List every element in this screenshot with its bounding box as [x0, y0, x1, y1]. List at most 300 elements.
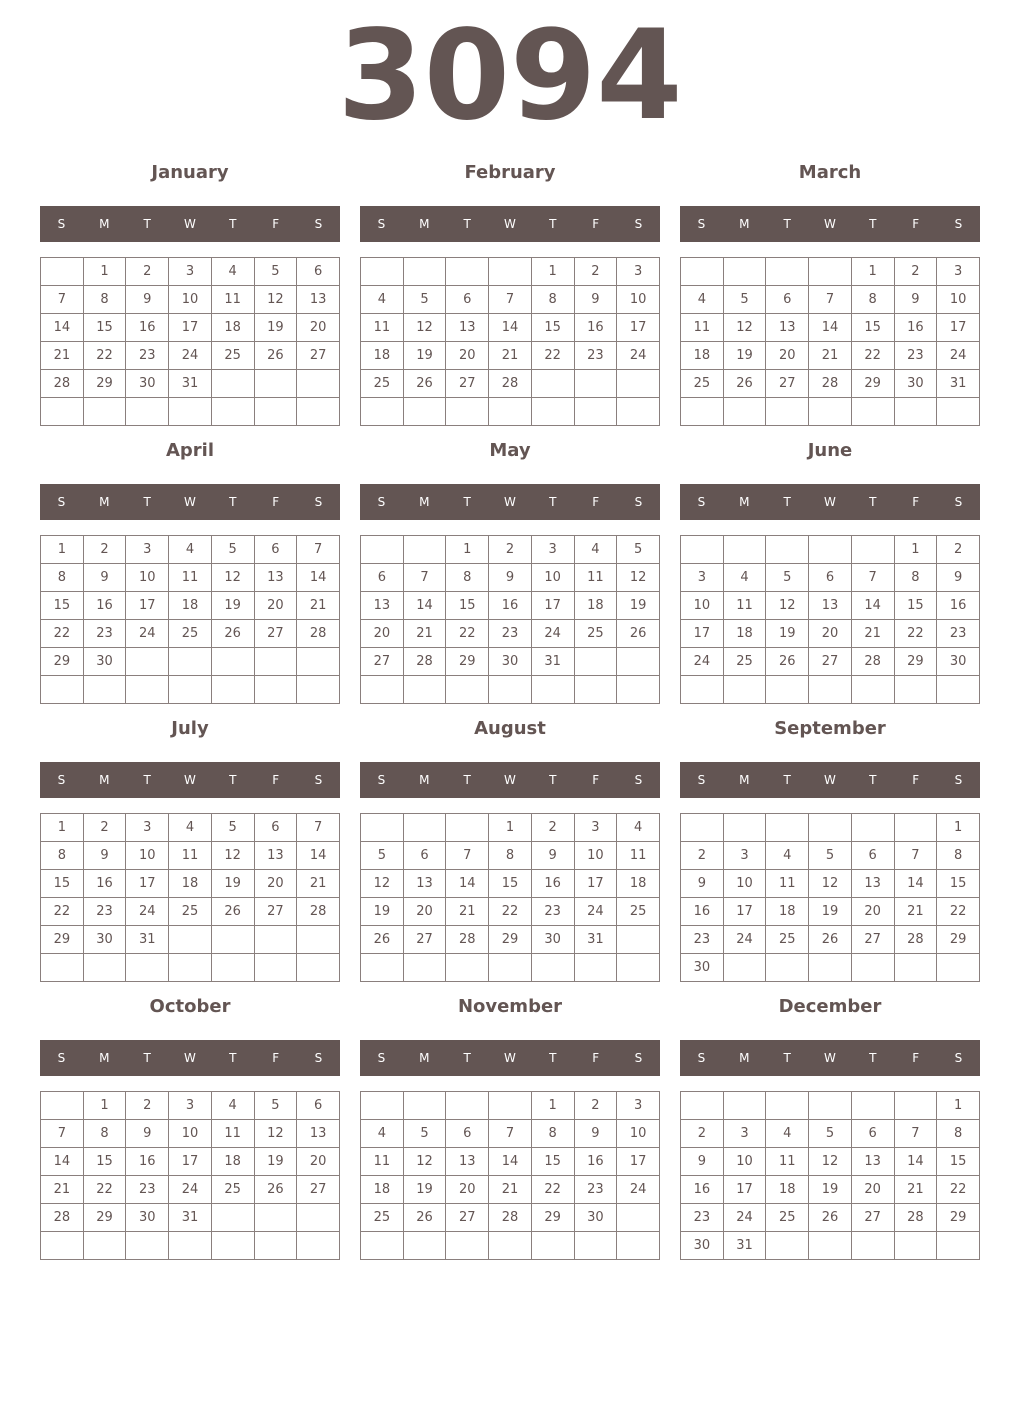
weekday-label: M — [739, 1051, 750, 1065]
week-row — [41, 648, 340, 676]
day-cell: 3 — [617, 258, 660, 286]
day-cell — [894, 954, 937, 982]
day-cell: 30 — [531, 926, 574, 954]
day-cell: 27 — [254, 898, 297, 926]
day-cell: 15 — [446, 592, 489, 620]
day-cell: 23 — [681, 926, 724, 954]
day-cell: 26 — [403, 1204, 446, 1232]
day-cell: 25 — [211, 342, 254, 370]
day-cell — [211, 926, 254, 954]
day-cell — [809, 1232, 852, 1260]
day-cell: 22 — [531, 1176, 574, 1204]
day-cell: 29 — [489, 926, 532, 954]
day-cell — [403, 676, 446, 704]
day-cell: 15 — [489, 870, 532, 898]
weekday-header — [40, 1040, 340, 1076]
weekday-label: T — [549, 495, 557, 509]
day-cell — [681, 398, 724, 426]
day-cell: 17 — [617, 1148, 660, 1176]
week-row — [361, 814, 660, 842]
week-row — [361, 314, 660, 342]
day-cell: 16 — [83, 870, 126, 898]
week-row — [361, 286, 660, 314]
day-cell — [169, 926, 212, 954]
day-cell: 9 — [894, 286, 937, 314]
day-cell: 1 — [937, 814, 980, 842]
day-cell: 24 — [617, 342, 660, 370]
day-cell: 5 — [211, 536, 254, 564]
day-cell: 26 — [254, 342, 297, 370]
week-row — [681, 258, 980, 286]
weekday-label: F — [272, 495, 280, 509]
day-cell: 28 — [403, 648, 446, 676]
day-cell — [211, 370, 254, 398]
weekday-label: T — [229, 773, 237, 787]
weekday-label: T — [783, 495, 791, 509]
weekday-label: M — [99, 495, 110, 509]
day-cell — [489, 1092, 532, 1120]
day-cell: 22 — [83, 342, 126, 370]
day-cell: 13 — [254, 842, 297, 870]
day-cell: 21 — [41, 1176, 84, 1204]
day-cell: 2 — [531, 814, 574, 842]
week-row — [361, 1176, 660, 1204]
day-cell: 14 — [446, 870, 489, 898]
day-cell: 21 — [297, 870, 340, 898]
day-cell: 1 — [83, 258, 126, 286]
day-cell: 28 — [446, 926, 489, 954]
day-cell: 29 — [851, 370, 894, 398]
weekday-header — [40, 762, 340, 798]
weekday-header — [360, 1040, 660, 1076]
day-cell: 29 — [446, 648, 489, 676]
week-row — [41, 926, 340, 954]
day-cell: 11 — [766, 1148, 809, 1176]
day-cell: 7 — [894, 1120, 937, 1148]
day-cell: 23 — [489, 620, 532, 648]
day-cell — [574, 370, 617, 398]
day-cell: 5 — [254, 1092, 297, 1120]
day-cell — [254, 648, 297, 676]
day-cell: 6 — [361, 564, 404, 592]
day-cell — [851, 814, 894, 842]
day-cell: 27 — [446, 1204, 489, 1232]
day-cell: 10 — [723, 870, 766, 898]
weekday-label: S — [697, 217, 706, 231]
day-cell: 15 — [531, 1148, 574, 1176]
day-cell: 1 — [83, 1092, 126, 1120]
day-cell: 29 — [531, 1204, 574, 1232]
day-cell: 30 — [126, 370, 169, 398]
day-cell — [617, 954, 660, 982]
weekday-label: T — [783, 217, 791, 231]
day-cell — [809, 954, 852, 982]
day-cell — [617, 676, 660, 704]
day-cell: 2 — [126, 1092, 169, 1120]
day-cell — [531, 1232, 574, 1260]
day-cell: 8 — [531, 1120, 574, 1148]
week-row — [361, 1092, 660, 1120]
week-row — [361, 258, 660, 286]
day-cell: 10 — [169, 286, 212, 314]
day-cell: 28 — [41, 370, 84, 398]
day-cell: 2 — [937, 536, 980, 564]
day-cell: 29 — [937, 1204, 980, 1232]
day-cell — [361, 398, 404, 426]
weekday-header — [680, 206, 980, 242]
day-cell — [41, 954, 84, 982]
day-cell: 21 — [809, 342, 852, 370]
day-cell: 19 — [766, 620, 809, 648]
day-cell: 16 — [489, 592, 532, 620]
day-cell — [574, 1232, 617, 1260]
month-name: March — [798, 162, 862, 183]
day-cell: 9 — [681, 870, 724, 898]
day-cell: 26 — [254, 1176, 297, 1204]
day-cell: 2 — [489, 536, 532, 564]
week-row — [41, 370, 340, 398]
weekday-label: T — [869, 773, 877, 787]
day-cell — [83, 954, 126, 982]
day-cell — [723, 676, 766, 704]
day-cell: 12 — [211, 564, 254, 592]
day-cell: 31 — [169, 370, 212, 398]
day-cell: 9 — [531, 842, 574, 870]
weekday-header — [360, 762, 660, 798]
weekday-label: M — [739, 495, 750, 509]
day-cell: 27 — [297, 1176, 340, 1204]
weekday-label: S — [697, 1051, 706, 1065]
week-row — [41, 676, 340, 704]
weekday-label: F — [592, 1051, 600, 1065]
day-cell: 21 — [403, 620, 446, 648]
day-cell — [211, 1204, 254, 1232]
day-cell — [126, 676, 169, 704]
day-cell — [41, 1232, 84, 1260]
day-cell: 7 — [446, 842, 489, 870]
day-cell: 13 — [446, 1148, 489, 1176]
day-cell: 14 — [41, 314, 84, 342]
day-cell: 19 — [254, 314, 297, 342]
weekday-label: S — [954, 495, 963, 509]
weekday-label: T — [229, 1051, 237, 1065]
day-cell — [297, 1204, 340, 1232]
week-row — [41, 1204, 340, 1232]
day-cell — [361, 1232, 404, 1260]
day-cell: 5 — [766, 564, 809, 592]
day-cell — [723, 1092, 766, 1120]
weekday-label: F — [272, 1051, 280, 1065]
day-cell: 28 — [489, 370, 532, 398]
day-cell: 18 — [361, 1176, 404, 1204]
weekday-label: F — [912, 217, 920, 231]
day-cell — [894, 1232, 937, 1260]
day-cell: 13 — [851, 870, 894, 898]
day-cell: 5 — [254, 258, 297, 286]
day-cell: 6 — [851, 842, 894, 870]
day-cell: 14 — [489, 314, 532, 342]
day-grid — [40, 813, 340, 982]
day-cell: 6 — [851, 1120, 894, 1148]
day-cell — [766, 1232, 809, 1260]
weekday-label: S — [954, 773, 963, 787]
day-cell — [681, 814, 724, 842]
week-row — [681, 564, 980, 592]
day-cell: 5 — [403, 286, 446, 314]
day-cell: 5 — [617, 536, 660, 564]
day-cell: 13 — [851, 1148, 894, 1176]
day-cell: 30 — [489, 648, 532, 676]
day-cell — [894, 1092, 937, 1120]
week-row — [41, 1232, 340, 1260]
week-row — [41, 870, 340, 898]
weekday-label: W — [184, 495, 196, 509]
week-row — [41, 564, 340, 592]
day-cell: 25 — [574, 620, 617, 648]
day-cell: 24 — [937, 342, 980, 370]
weekday-label: M — [99, 773, 110, 787]
weekday-label: S — [377, 1051, 386, 1065]
day-cell: 22 — [531, 342, 574, 370]
day-cell: 24 — [723, 926, 766, 954]
day-cell — [766, 536, 809, 564]
day-cell: 18 — [211, 314, 254, 342]
day-cell: 19 — [211, 592, 254, 620]
weekday-label: T — [143, 1051, 151, 1065]
day-cell: 3 — [531, 536, 574, 564]
day-cell: 7 — [41, 1120, 84, 1148]
day-cell: 19 — [723, 342, 766, 370]
weekday-label: T — [549, 217, 557, 231]
day-cell — [254, 370, 297, 398]
day-cell — [937, 676, 980, 704]
weekday-label: T — [783, 1051, 791, 1065]
day-cell: 26 — [617, 620, 660, 648]
day-cell: 21 — [41, 342, 84, 370]
week-row — [681, 926, 980, 954]
day-cell: 24 — [126, 620, 169, 648]
day-cell: 10 — [169, 1120, 212, 1148]
day-cell: 31 — [574, 926, 617, 954]
day-cell: 17 — [681, 620, 724, 648]
day-cell: 22 — [446, 620, 489, 648]
day-cell: 2 — [83, 814, 126, 842]
day-cell: 24 — [126, 898, 169, 926]
day-cell: 12 — [809, 870, 852, 898]
day-cell: 20 — [403, 898, 446, 926]
day-cell: 11 — [617, 842, 660, 870]
day-cell: 21 — [297, 592, 340, 620]
day-cell: 17 — [531, 592, 574, 620]
day-cell: 8 — [851, 286, 894, 314]
weekday-label: T — [549, 1051, 557, 1065]
day-cell — [681, 536, 724, 564]
day-cell: 26 — [809, 1204, 852, 1232]
day-cell: 23 — [894, 342, 937, 370]
day-cell: 4 — [723, 564, 766, 592]
weekday-label: T — [463, 773, 471, 787]
weekday-label: T — [869, 1051, 877, 1065]
day-cell — [446, 1232, 489, 1260]
day-cell: 12 — [254, 286, 297, 314]
day-cell: 6 — [297, 1092, 340, 1120]
day-cell: 3 — [681, 564, 724, 592]
week-row — [41, 842, 340, 870]
weekday-label: S — [314, 773, 323, 787]
day-cell: 17 — [617, 314, 660, 342]
day-cell — [723, 258, 766, 286]
day-cell: 7 — [809, 286, 852, 314]
day-cell: 27 — [809, 648, 852, 676]
day-cell: 8 — [83, 1120, 126, 1148]
day-cell — [809, 536, 852, 564]
day-cell: 2 — [574, 1092, 617, 1120]
week-row — [681, 1120, 980, 1148]
day-cell: 15 — [531, 314, 574, 342]
day-cell: 17 — [126, 870, 169, 898]
week-row — [361, 370, 660, 398]
day-cell — [211, 1232, 254, 1260]
weekday-label: M — [419, 495, 430, 509]
day-cell — [169, 648, 212, 676]
day-cell — [211, 398, 254, 426]
day-cell — [617, 398, 660, 426]
week-row — [361, 536, 660, 564]
day-cell: 29 — [894, 648, 937, 676]
day-cell: 22 — [851, 342, 894, 370]
day-cell — [937, 398, 980, 426]
day-cell: 15 — [851, 314, 894, 342]
day-grid — [360, 813, 660, 982]
day-cell: 19 — [403, 1176, 446, 1204]
day-cell: 4 — [574, 536, 617, 564]
day-cell — [446, 814, 489, 842]
day-cell: 16 — [574, 314, 617, 342]
day-cell: 24 — [574, 898, 617, 926]
day-cell: 4 — [169, 814, 212, 842]
day-cell: 26 — [361, 926, 404, 954]
weekday-label: T — [463, 495, 471, 509]
day-grid — [680, 257, 980, 426]
day-cell — [169, 954, 212, 982]
day-cell: 9 — [83, 842, 126, 870]
day-cell — [617, 1232, 660, 1260]
day-cell: 16 — [531, 870, 574, 898]
day-cell — [489, 1232, 532, 1260]
day-cell: 5 — [809, 1120, 852, 1148]
day-cell: 4 — [766, 1120, 809, 1148]
day-cell: 23 — [126, 342, 169, 370]
weekday-label: M — [419, 773, 430, 787]
week-row — [681, 1204, 980, 1232]
day-cell: 11 — [361, 1148, 404, 1176]
weekday-label: T — [869, 217, 877, 231]
weekday-label: W — [504, 495, 516, 509]
day-cell: 30 — [681, 1232, 724, 1260]
day-cell: 12 — [361, 870, 404, 898]
day-cell: 14 — [403, 592, 446, 620]
day-grid — [680, 1091, 980, 1260]
day-cell: 21 — [489, 342, 532, 370]
day-cell — [41, 676, 84, 704]
day-cell: 19 — [809, 1176, 852, 1204]
day-cell: 24 — [723, 1204, 766, 1232]
day-cell: 31 — [531, 648, 574, 676]
day-cell — [297, 1232, 340, 1260]
day-cell: 18 — [361, 342, 404, 370]
week-row — [41, 1176, 340, 1204]
day-cell: 23 — [83, 898, 126, 926]
day-cell: 21 — [894, 1176, 937, 1204]
day-cell: 27 — [851, 1204, 894, 1232]
day-cell: 3 — [126, 536, 169, 564]
week-row — [681, 1148, 980, 1176]
day-cell — [531, 676, 574, 704]
day-cell — [446, 258, 489, 286]
day-cell: 9 — [126, 286, 169, 314]
day-cell — [403, 1092, 446, 1120]
day-cell — [126, 1232, 169, 1260]
day-cell: 14 — [894, 1148, 937, 1176]
day-cell: 15 — [83, 314, 126, 342]
day-cell: 8 — [531, 286, 574, 314]
weekday-label: F — [592, 217, 600, 231]
day-cell: 29 — [937, 926, 980, 954]
day-cell: 25 — [766, 926, 809, 954]
week-row — [681, 842, 980, 870]
week-row — [361, 842, 660, 870]
day-cell: 25 — [211, 1176, 254, 1204]
day-cell: 4 — [681, 286, 724, 314]
weekday-label: S — [314, 495, 323, 509]
week-row — [361, 620, 660, 648]
day-cell: 26 — [403, 370, 446, 398]
day-cell: 4 — [361, 286, 404, 314]
day-cell: 1 — [489, 814, 532, 842]
week-row — [361, 564, 660, 592]
day-cell: 18 — [169, 870, 212, 898]
weekday-label: S — [634, 1051, 643, 1065]
week-row — [681, 592, 980, 620]
day-cell — [211, 954, 254, 982]
day-cell: 11 — [574, 564, 617, 592]
day-cell: 19 — [211, 870, 254, 898]
day-cell: 10 — [723, 1148, 766, 1176]
day-cell — [83, 676, 126, 704]
day-cell: 11 — [361, 314, 404, 342]
day-cell: 10 — [617, 286, 660, 314]
day-cell: 9 — [489, 564, 532, 592]
day-cell: 9 — [574, 286, 617, 314]
day-cell — [766, 398, 809, 426]
weekday-label: M — [739, 773, 750, 787]
day-cell: 11 — [211, 286, 254, 314]
day-cell — [894, 814, 937, 842]
day-cell: 22 — [937, 1176, 980, 1204]
day-cell — [851, 954, 894, 982]
day-cell: 14 — [297, 564, 340, 592]
day-cell: 16 — [894, 314, 937, 342]
day-cell: 18 — [723, 620, 766, 648]
week-row — [41, 954, 340, 982]
day-cell: 26 — [723, 370, 766, 398]
week-row — [681, 814, 980, 842]
day-cell — [41, 1092, 84, 1120]
day-cell: 24 — [169, 1176, 212, 1204]
weekday-header — [680, 484, 980, 520]
weekday-label: F — [272, 773, 280, 787]
day-cell: 20 — [446, 342, 489, 370]
